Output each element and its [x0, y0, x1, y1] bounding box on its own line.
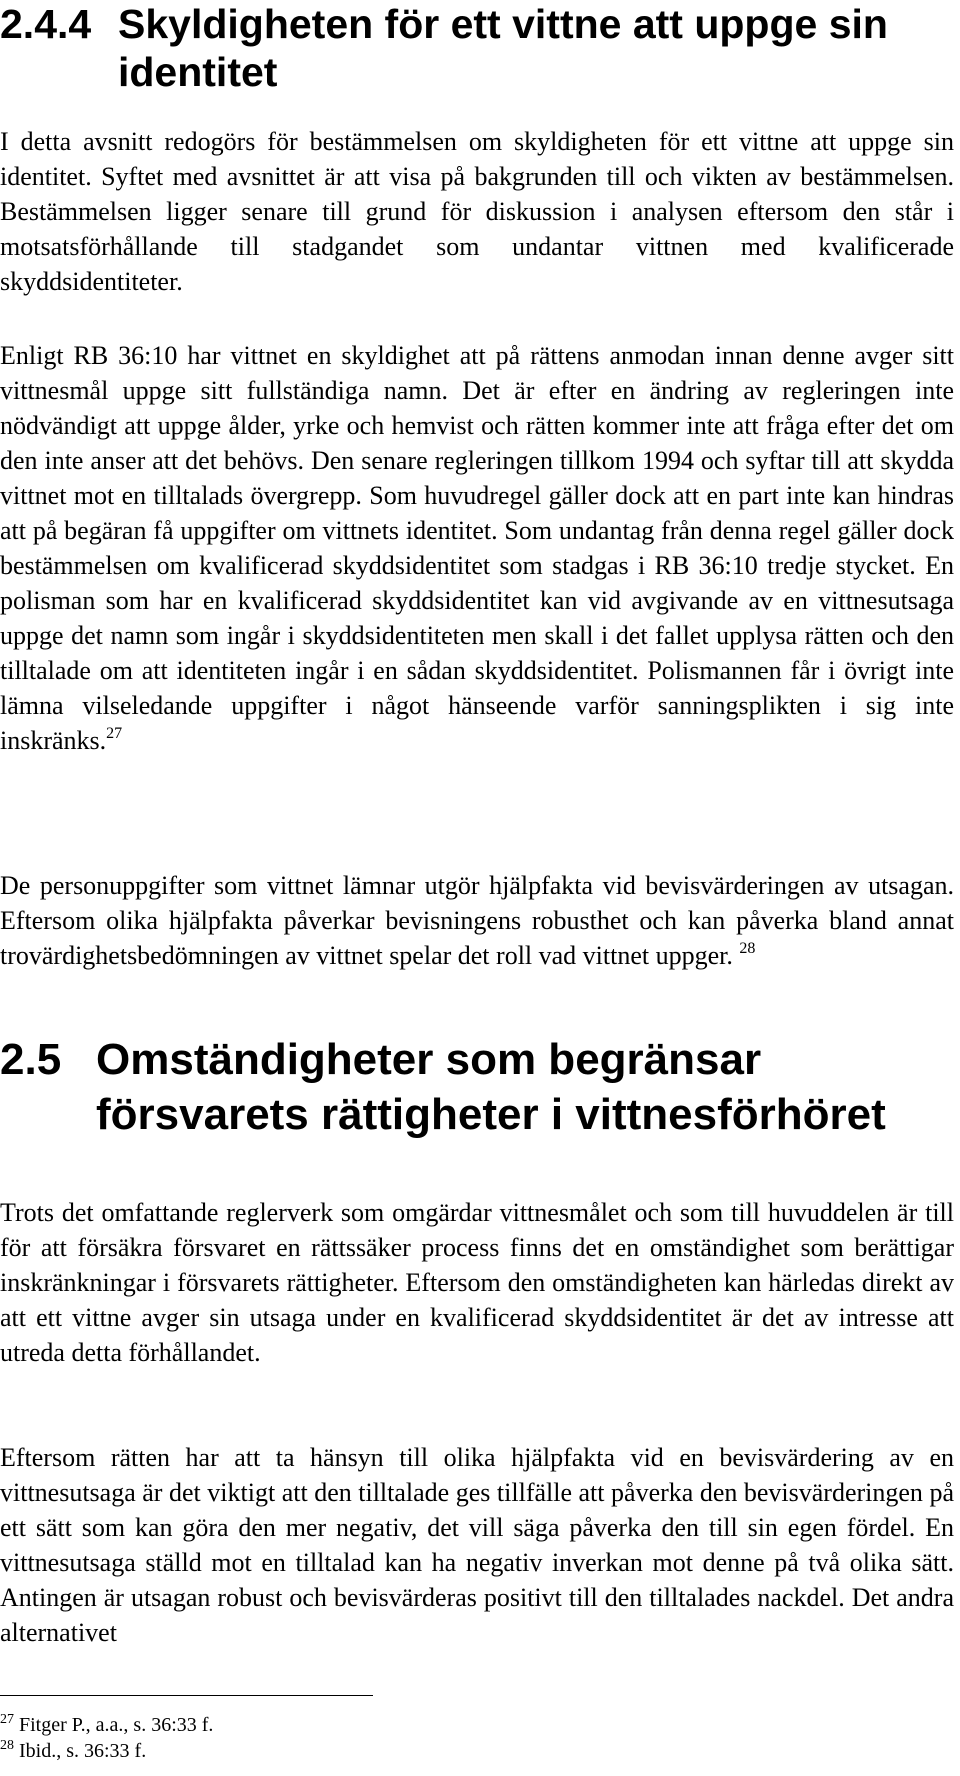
- section-number: 2.4.4: [0, 1, 92, 47]
- section-heading-2-5: [0, 1032, 960, 1142]
- paragraph-personuppgifter: [0, 868, 954, 973]
- footnote-number: 27: [0, 1712, 14, 1727]
- footnote-reference[interactable]: 28: [739, 940, 756, 957]
- footnote-text: Fitger P., a.a., s. 36:33 f.: [19, 1714, 214, 1736]
- footnote-separator: [0, 1695, 373, 1696]
- section-heading-2-4-4: [0, 0, 960, 96]
- paragraph-intro: I detta avsnitt redogörs för bestämmelsen om skyldigheten för ett vittne att uppge sin identitet. Syftet med avsnittet är att visa på bakgrunden till och vikten av bestämmelsen. Bestämmelsen ligger senare till grund för diskussion i analysen eftersom den står i motsatsförhållande till stadgandet som undantar vittnen med kvalificerade skyddsidentiteter.: [0, 127, 954, 296]
- paragraph-text: De personuppgifter som vittnet lämnar utgör hjälpfakta vid bevisvärderingen av utsagan. Eftersom olika hjälpfakta påverkar bevisningens robusthet och kan påverka bland annat trovärdighetsbedömningen av vittnet spelar det roll vad vittnet uppger.: [0, 871, 954, 970]
- paragraph-rb-36-10: [0, 338, 954, 758]
- paragraph-omstandigheter: Trots det omfattande reglerverk som omgärdar vittnesmålet och som till huvuddelen är till för att försäkra försvaret en rättssäker process finns det en omständighet som berättigar inskränkningar i försvarets rättigheter. Eftersom den omständigheten kan härledas direkt av att ett vittne avger sin utsaga under en kvalificerad skyddsidentitet är det av intresse att utreda detta förhållandet.: [0, 1198, 954, 1367]
- paragraph-text: Enligt RB 36:10 har vittnet en skyldighet att på rättens anmodan innan denne avger sitt vittnesmål uppge sitt fullständiga namn. Det är efter en ändring av regleringen inte nödvändigt att uppge ålder, yrke och hemvist och rätten kommer inte att fråga efter det om den inte anser att det behövs. Den senare regleringen tillkom 1994 och syftar till att skydda vittnet mot en tilltalads övergrepp. Som huvudregel gäller dock att en part inte kan hindras att på begäran få uppgifter om vittnets identitet. Som undantag från denna regel gäller dock bestämmelsen om kvalificerad skyddsidentitet som stadgas i RB 36:10 tredje stycket. En polisman som har en kvalificerad skyddsidentitet kan vid avgivande av en vittnesutsaga uppge det namn som ingår i skyddsidentiteten men skall i det fallet upplysa rätten och den tilltalade om att identiteten ingår i en sådan skyddsidentitet. Polismannen får i övrigt inte lämna vilseledande uppgifter i något hänseende varför sanningsplikten i sig inte inskränks.: [0, 341, 954, 755]
- footnote-reference[interactable]: 27: [106, 725, 123, 742]
- section-number: 2.5: [0, 1035, 62, 1084]
- section-title: Omständigheter som begränsar försvarets rättigheter i vittnesförhöret: [96, 1035, 886, 1139]
- footnote: [0, 1714, 213, 1736]
- footnote-number: 28: [0, 1738, 14, 1753]
- paragraph-bevisvardering: Eftersom rätten har att ta hänsyn till olika hjälpfakta vid en bevisvärdering av en vittnesutsaga är det viktigt att den tilltalade ges tillfälle att påverka den bevisvärderingen på ett sätt som kan göra den mer negativ, det vill säga påverka den till sin egen fördel. En vittnesutsaga ställd mot en tilltalad kan ha negativ inverkan mot denne på två olika sätt. Antingen är utsagan robust och bevisvärderas positivt till den tilltalades nackdel. Det andra alternativet: [0, 1443, 954, 1647]
- footnote-text: Ibid., s. 36:33 f.: [19, 1740, 147, 1762]
- section-title: Skyldigheten för ett vittne att uppge sin identitet: [118, 1, 888, 95]
- footnote: [0, 1740, 146, 1762]
